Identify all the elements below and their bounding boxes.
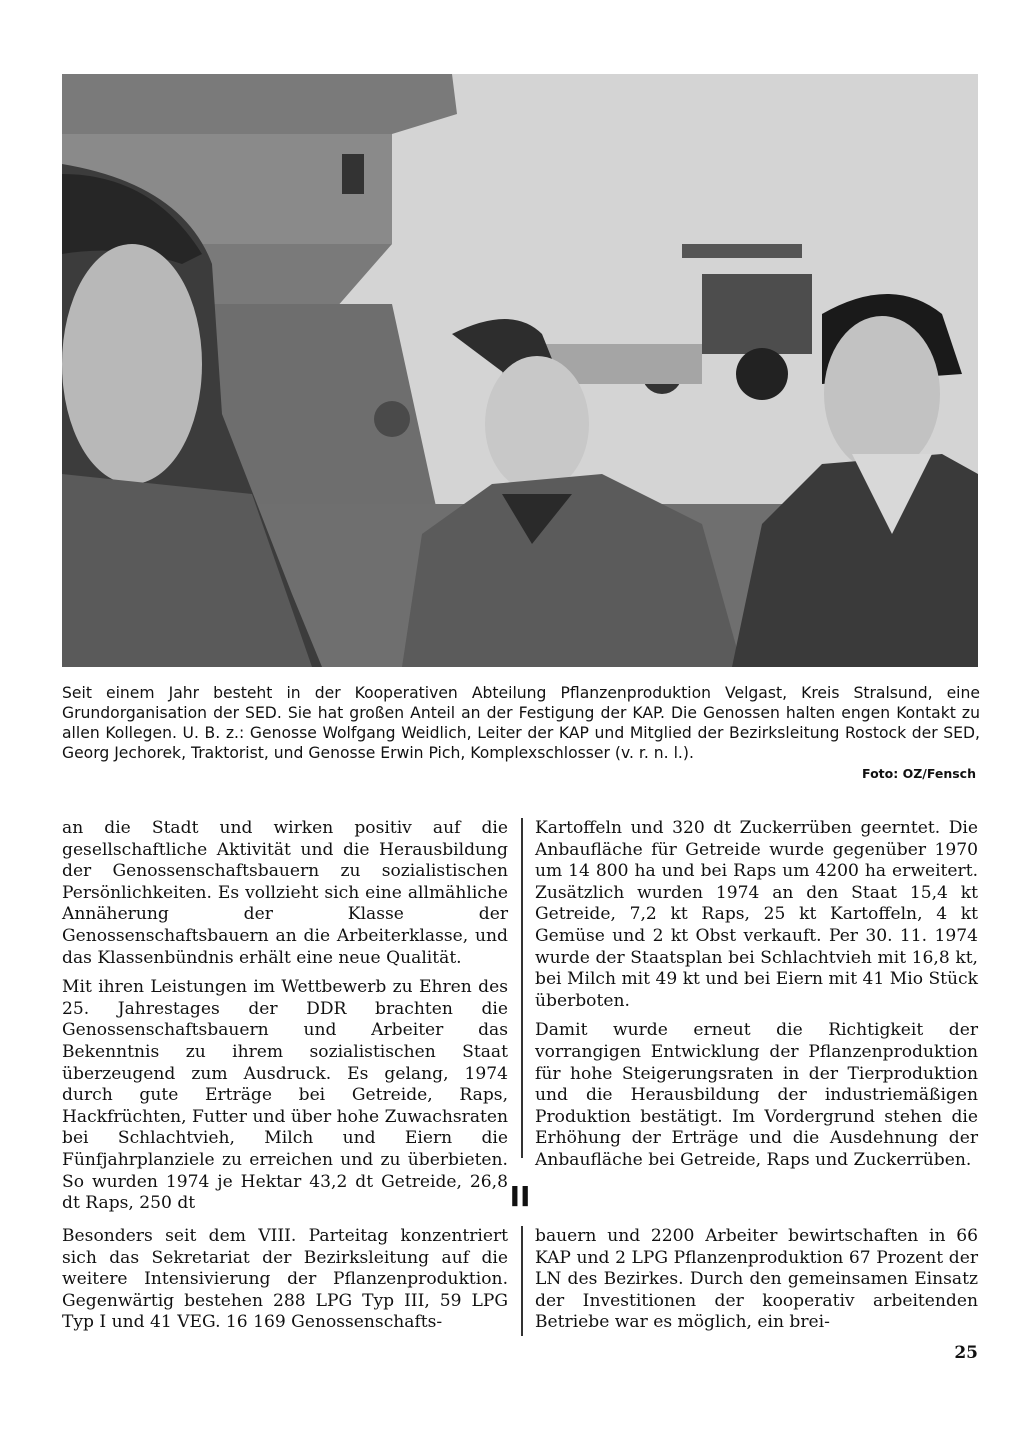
paragraph: Kartoffeln und 320 dt Zuckerrüben geerntet. Die Anbaufläche für Getreide wurde gegenüber 1970 um 14 800 ha und bei Raps um 4200 ha erweitert. Zusätzlich wurden 1974 an den Staat 15,4 kt Getreide, 7,2 kt Raps, 25 kt Kartoffeln, 4 kt Gemüse und 2 kt Obst verkauft. Per 30. 11. 1974 wurde der Staatsplan bei Schlachtvieh mit 16,8 kt, bei Milch mit 49 kt und bei Eiern mit 41 Mio Stück überboten. xyxy=(535,818,978,1011)
article-photo xyxy=(62,74,978,667)
paragraph: Damit wurde erneut die Richtigkeit der vorrangigen Entwicklung der Pflanzenproduktion für hohe Steigerungsraten in der Tierproduktion und die Herausbildung der industriemäßigen Produktion bestätigt. Im Vordergrund stehen die Erhöhung der Erträge und die Ausdehnung der Anbaufläche bei Getreide, Raps und Zuckerrüben. xyxy=(535,1020,978,1170)
paragraph: an die Stadt und wirken positiv auf die gesellschaftliche Aktivität und die Herausbildung der Genossenschaftsbauern zu sozialistischen Persönlichkeiten. Es vollzieht sich eine allmähliche Annäherung der Klasse der Genossenschaftsbauern an die Arbeiterklasse, und das Klassenbündnis erhält eine neue Qualität. xyxy=(62,818,508,968)
photo-caption: Seit einem Jahr besteht in der Kooperativen Abteilung Pflanzenproduktion Velgast, Kreis Stralsund, eine Grundorganisation der SED. Sie hat großen Anteil an der Festigung der KAP. Die Genossen halten engen Kontakt zu allen Kollegen. U. B. z.: Genosse Wolfgang Weidlich, Leiter der KAP und Mitglied der Bezirksleitung Rostock der SED, Georg Jechorek, Traktorist, und Genosse Erwin Pich, Komplexschlosser (v. r. n. l.). xyxy=(62,684,980,762)
section1-left-column xyxy=(62,818,508,1223)
paragraph: Besonders seit dem VIII. Parteitag konzentriert sich das Sekretariat der Bezirksleitung auf die weitere Intensivierung der Pflanzenproduktion. Gegenwärtig bestehen 288 LPG Typ III, 59 LPG Typ I und 41 VEG. 16 169 Genossenschafts- xyxy=(62,1226,508,1333)
page-number: 25 xyxy=(954,1343,978,1363)
column-divider xyxy=(521,818,523,1158)
section1-right-column xyxy=(535,818,978,1180)
section2-left-column xyxy=(62,1226,508,1342)
section2-right-column xyxy=(535,1226,978,1342)
photo-credit: Foto: OZ/Fensch xyxy=(862,766,976,781)
column-divider xyxy=(521,1226,523,1336)
paragraph: bauern und 2200 Arbeiter bewirtschaften in 66 KAP und 2 LPG Pflanzenproduktion 67 Prozent der LN des Bezirkes. Durch den gemeinsamen Einsatz der Investitionen der kooperativ arbeitenden Betriebe war es möglich, ein brei- xyxy=(535,1226,978,1333)
photo-illustration xyxy=(62,74,978,667)
paragraph: Mit ihren Leistungen im Wettbewerb zu Ehren des 25. Jahrestages der DDR brachten die Genossenschaftsbauern und Arbeiter das Bekenntnis zu ihrem sozialistischen Staat überzeugend zum Ausdruck. Es gelang, 1974 durch gute Erträge bei Getreide, Raps, Hackfrüchten, Futter und über hohe Zuwachsraten bei Schlachtvieh, Milch und Eiern die Fünfjahrplanziele zu erreichen und zu überbieten. So wurden 1974 je Hektar 43,2 dt Getreide, 26,8 dt Raps, 250 dt xyxy=(62,977,508,1214)
section-heading: II xyxy=(509,1180,531,1213)
